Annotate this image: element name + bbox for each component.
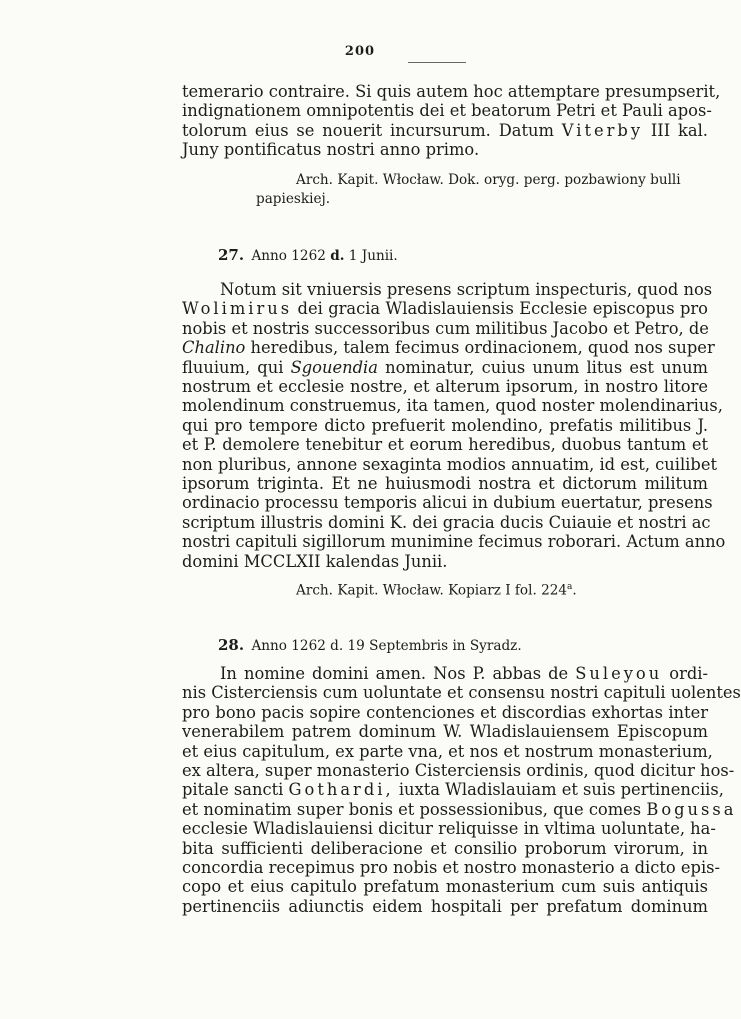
text-line: et nominatim super bonis et possessionibus, que comes Bogussa — [182, 799, 737, 819]
text-line: nostrum et ecclesie nostre, et alterum ipsorum, in nostro litore — [182, 377, 708, 397]
archive-source-note: Arch. Kapit. Włocław. Kopiarz I fol. 224$^a$. — [296, 582, 577, 599]
text-line: pertinenciis adiunctis eidem hospitali per prefatum dominum — [182, 896, 708, 916]
text-line: pro bono pacis sopire contenciones et discordias exhortas inter — [182, 702, 708, 722]
text-line: nobis et nostris successoribus cum militibus Jacobo et Petro, de — [182, 318, 709, 338]
text-line: et eius capitulum, ex parte vna, et nos et nostrum monasterium, — [182, 741, 713, 761]
text-line: In nomine domini amen. Nos P. abbas de Suleyou ordi- — [220, 664, 708, 683]
document-number: 27. — [218, 246, 245, 264]
text-line: venerabilem patrem dominum W. Wladislauiensem Episcopum — [182, 722, 708, 742]
text-line: qui pro tempore dicto prefuerit molendino, prefatis militibus J. — [182, 415, 708, 435]
text-line: bita sufficienti deliberacione et consilio proborum virorum, in — [182, 838, 708, 858]
text-line: ex altera, super monasterio Cisterciensis ordinis, quod dicitur hos- — [182, 761, 735, 781]
text-line: domini MCCLXII kalendas Junii. — [182, 551, 448, 571]
text-line: non pluribus, annone sexaginta modios annuatim, id est, cuilibet — [182, 454, 717, 474]
text-line: molendinum construemus, ita tamen, quod noster molendinarius, — [182, 396, 723, 416]
text-line: scriptum illustris domini K. dei gracia ducis Cuiauie et nostri ac — [182, 512, 711, 532]
document-body-28 — [182, 664, 741, 916]
text-line: Juny pontificatus nostri anno primo. — [182, 140, 480, 160]
archive-source-note: Arch. Kapit. Włocław. Dok. oryg. perg. pozbawiony bulli papieskiej. — [256, 172, 681, 207]
continuation-paragraph — [182, 82, 721, 160]
text-line: Chalino heredibus, talem fecimus ordinacionem, quod nos super — [182, 338, 715, 358]
document-heading-28: 28. Anno 1262 d. 19 Septembris in Syradz. — [218, 636, 522, 654]
page-number-rule — [408, 62, 466, 63]
text-line: Wolimirus dei gracia Wladislauiensis Ecclesie episcopus pro — [182, 299, 708, 319]
text-line: et P. demolere tenebitur et eorum heredibus, duobus tantum et — [182, 435, 708, 455]
document-number: 28. — [218, 636, 245, 654]
page-number: 200 — [344, 44, 376, 59]
text-line: concordia recepimus pro nobis et nostro monasterio a dicto epis- — [182, 858, 721, 878]
document-body-27 — [182, 280, 726, 571]
text-line: Notum sit vniuersis presens scriptum inspecturis, quod nos — [220, 280, 713, 299]
text-line: tolorum eius se nouerit incursurum. Datum Viterby III kal. — [182, 120, 708, 140]
text-line: ordinacio processu temporis alicui in dubium euertatur, presens — [182, 493, 713, 513]
text-line: nis Cisterciensis cum uoluntate et consensu nostri capituli uolentes — [182, 683, 741, 703]
text-line: indignationem omnipotentis dei et beatorum Petri et Pauli apos- — [182, 101, 712, 121]
text-line: fluuium, qui Sgouendia nominatur, cuius unum litus est unum — [182, 357, 708, 377]
text-line: pitale sancti Gothardi, iuxta Wladislauiam et suis pertinenciis, — [182, 780, 724, 800]
text-line: ipsorum triginta. Et ne huiusmodi nostra et dictorum militum — [182, 474, 708, 494]
text-line: ecclesie Wladislauiensi dicitur reliquisse in vltima uoluntate, ha- — [182, 819, 716, 839]
text-line: temerario contraire. Si quis autem hoc attemptare presumpserit, — [182, 82, 721, 101]
text-line: copo et eius capitulo prefatum monasterium cum suis antiquis — [182, 877, 708, 897]
text-line: nostri capituli sigillorum munimine fecimus roborari. Actum anno — [182, 532, 726, 552]
document-heading-27: 27. Anno 1262 d. 1 Junii. — [218, 246, 398, 264]
